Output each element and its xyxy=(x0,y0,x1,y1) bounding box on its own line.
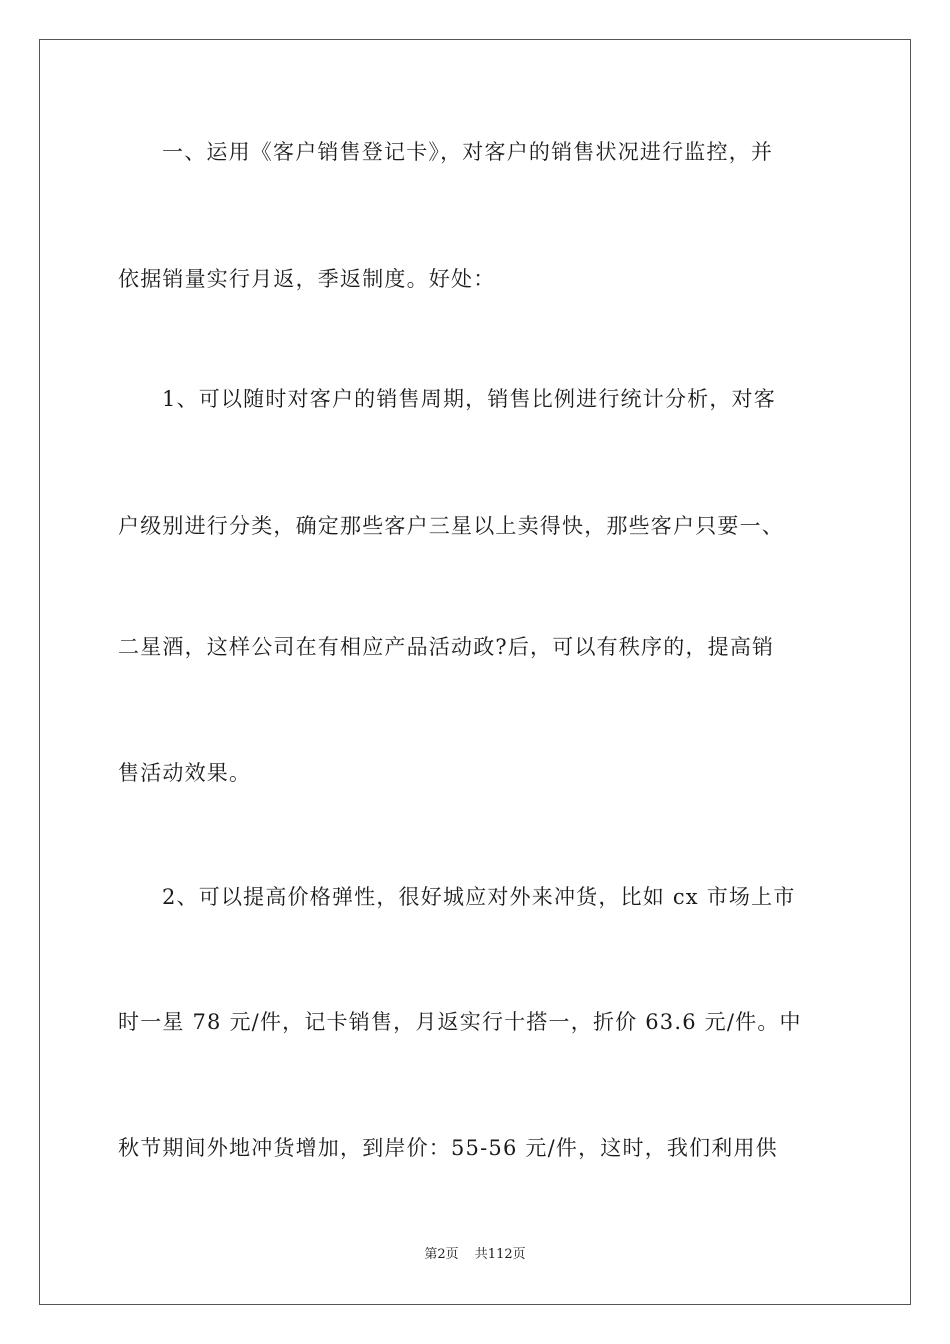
paragraph-line: 二星酒，这样公司在有相应产品活动政?后，可以有秩序的，提高销 xyxy=(118,635,775,659)
paragraph-line: 时一星 78 元/件，记卡销售，月返实行十搭一，折价 63.6 元/件。中 xyxy=(118,1010,802,1034)
paragraph-line: 秋节期间外地冲货增加，到岸价：55-56 元/件，这时，我们利用供 xyxy=(118,1136,778,1160)
paragraph-line: 依据销量实行月返，季返制度。好处： xyxy=(118,267,496,291)
paragraph-line: 一、运用《客户销售登记卡》，对客户的销售状况进行监控，并 xyxy=(162,140,774,164)
paragraph-line: 2、可以提高价格弹性，很好城应对外来冲货，比如 cx 市场上市 xyxy=(162,885,796,909)
paragraph-line: 1、可以随时对客户的销售周期，销售比例进行统计分析，对客 xyxy=(162,387,776,411)
paragraph-line: 户级别进行分类，确定那些客户三星以上卖得快，那些客户只要一、 xyxy=(118,514,784,538)
page-total: 共112页 xyxy=(474,1247,526,1262)
page-number: 第2页 xyxy=(424,1247,459,1262)
paragraph-line: 售活动效果。 xyxy=(118,761,252,785)
page-border xyxy=(39,39,911,1305)
page-footer xyxy=(0,1246,950,1264)
